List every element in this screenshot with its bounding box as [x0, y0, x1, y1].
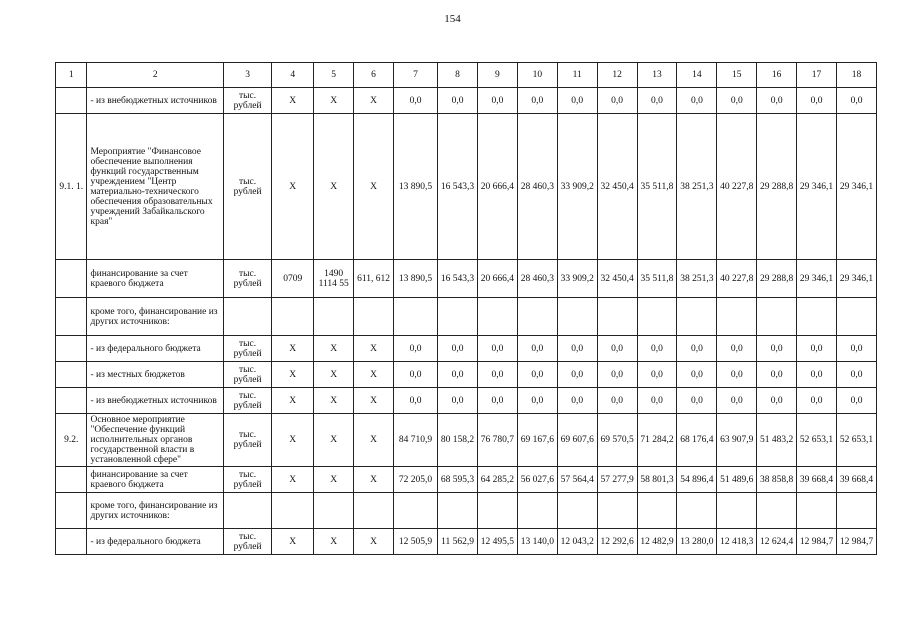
table-row — [56, 298, 877, 336]
column-number: 2 — [87, 63, 223, 88]
value-cell: 0,0 — [717, 362, 757, 388]
value-cell: 0,0 — [837, 388, 877, 414]
value-cell: 0,0 — [394, 336, 438, 362]
value-cell: 0,0 — [517, 336, 557, 362]
column-number: 13 — [637, 63, 677, 88]
item-name-cell: финансирование за счет краевого бюджета — [87, 260, 223, 298]
unit-cell: тыс. рублей — [223, 529, 271, 555]
value-cell: 54 896,4 — [677, 467, 717, 493]
item-name-cell: кроме того, финансирование из других источников: — [87, 493, 223, 529]
value-cell: 0,0 — [597, 388, 637, 414]
target-code-cell: Х — [314, 336, 354, 362]
value-cell: 0,0 — [394, 362, 438, 388]
expense-type-cell — [354, 298, 394, 336]
value-cell: 32 450,4 — [597, 260, 637, 298]
section-code-cell: Х — [272, 529, 314, 555]
value-cell: 56 027,6 — [517, 467, 557, 493]
value-cell: 0,0 — [557, 88, 597, 114]
target-code-cell: Х — [314, 88, 354, 114]
value-cell: 0,0 — [797, 362, 837, 388]
value-cell: 58 801,3 — [637, 467, 677, 493]
item-number-cell — [56, 298, 87, 336]
table-row — [56, 88, 877, 114]
value-cell: 39 668,4 — [837, 467, 877, 493]
value-cell: 0,0 — [757, 336, 797, 362]
value-cell: 68 176,4 — [677, 414, 717, 467]
value-cell: 0,0 — [637, 88, 677, 114]
value-cell: 29 346,1 — [837, 260, 877, 298]
column-number: 4 — [272, 63, 314, 88]
value-cell: 0,0 — [797, 388, 837, 414]
value-cell — [557, 298, 597, 336]
item-name-cell: - из федерального бюджета — [87, 336, 223, 362]
value-cell: 57 277,9 — [597, 467, 637, 493]
value-cell — [557, 493, 597, 529]
value-cell: 0,0 — [637, 336, 677, 362]
value-cell: 12 505,9 — [394, 529, 438, 555]
value-cell: 0,0 — [677, 336, 717, 362]
value-cell: 0,0 — [757, 388, 797, 414]
section-code-cell — [272, 298, 314, 336]
value-cell: 40 227,8 — [717, 260, 757, 298]
value-cell — [837, 298, 877, 336]
value-cell — [677, 298, 717, 336]
item-number-cell — [56, 493, 87, 529]
value-cell: 0,0 — [757, 362, 797, 388]
unit-cell: тыс. рублей — [223, 336, 271, 362]
section-code-cell: Х — [272, 88, 314, 114]
value-cell: 64 285,2 — [477, 467, 517, 493]
column-number: 1 — [56, 63, 87, 88]
value-cell — [797, 298, 837, 336]
target-code-cell: Х — [314, 529, 354, 555]
value-cell: 0,0 — [717, 88, 757, 114]
target-code-cell: Х — [314, 388, 354, 414]
value-cell: 52 653,1 — [837, 414, 877, 467]
table-row — [56, 260, 877, 298]
value-cell — [797, 493, 837, 529]
value-cell: 0,0 — [477, 88, 517, 114]
value-cell: 0,0 — [637, 388, 677, 414]
value-cell: 0,0 — [517, 88, 557, 114]
value-cell: 0,0 — [637, 362, 677, 388]
target-code-cell — [314, 298, 354, 336]
section-code-cell: Х — [272, 388, 314, 414]
section-code-cell — [272, 493, 314, 529]
unit-cell: тыс. рублей — [223, 114, 271, 260]
item-name-cell: Основное мероприятие "Обеспечение функций исполнительных органов государственной власти в установленной сфере" — [87, 414, 223, 467]
item-name-cell: - из федерального бюджета — [87, 529, 223, 555]
value-cell: 0,0 — [717, 388, 757, 414]
value-cell: 51 489,6 — [717, 467, 757, 493]
value-cell: 0,0 — [517, 388, 557, 414]
value-cell: 13 890,5 — [394, 260, 438, 298]
target-code-cell: Х — [314, 114, 354, 260]
value-cell: 76 780,7 — [477, 414, 517, 467]
column-number: 10 — [517, 63, 557, 88]
value-cell: 13 890,5 — [394, 114, 438, 260]
column-number: 11 — [557, 63, 597, 88]
section-code-cell: Х — [272, 362, 314, 388]
page-number: 154 — [444, 13, 461, 25]
unit-cell: тыс. рублей — [223, 467, 271, 493]
value-cell: 13 280,0 — [677, 529, 717, 555]
unit-cell: тыс. рублей — [223, 88, 271, 114]
expense-type-cell: Х — [354, 336, 394, 362]
value-cell: 0,0 — [837, 336, 877, 362]
value-cell: 38 251,3 — [677, 260, 717, 298]
target-code-cell: Х — [314, 467, 354, 493]
value-cell: 68 595,3 — [438, 467, 478, 493]
table-row — [56, 493, 877, 529]
value-cell: 35 511,8 — [637, 114, 677, 260]
value-cell: 0,0 — [517, 362, 557, 388]
column-number: 14 — [677, 63, 717, 88]
value-cell: 0,0 — [438, 336, 478, 362]
value-cell — [597, 493, 637, 529]
value-cell: 0,0 — [394, 388, 438, 414]
value-cell: 52 653,1 — [797, 414, 837, 467]
section-code-cell: Х — [272, 414, 314, 467]
value-cell: 57 564,4 — [557, 467, 597, 493]
item-number-cell: 9.1. 1. — [56, 114, 87, 260]
expense-type-cell: Х — [354, 414, 394, 467]
item-number-cell — [56, 388, 87, 414]
value-cell: 13 140,0 — [517, 529, 557, 555]
value-cell — [637, 493, 677, 529]
column-number: 18 — [837, 63, 877, 88]
item-number-cell: 9.2. — [56, 414, 87, 467]
value-cell: 69 167,6 — [517, 414, 557, 467]
table-row — [56, 114, 877, 260]
expense-type-cell — [354, 493, 394, 529]
value-cell: 38 858,8 — [757, 467, 797, 493]
item-name-cell: Мероприятие "Финансовое обеспечение выполнения функций государственным учреждением "Центр материально-технического обеспечения образовательных учреждений Забайкальского края" — [87, 114, 223, 260]
value-cell: 29 288,8 — [757, 114, 797, 260]
value-cell — [477, 298, 517, 336]
item-name-cell: кроме того, финансирование из других источников: — [87, 298, 223, 336]
section-code-cell: 0709 — [272, 260, 314, 298]
section-code-cell: Х — [272, 336, 314, 362]
column-number: 3 — [223, 63, 271, 88]
target-code-cell: Х — [314, 362, 354, 388]
value-cell: 0,0 — [757, 88, 797, 114]
unit-cell — [223, 493, 271, 529]
unit-cell: тыс. рублей — [223, 388, 271, 414]
value-cell: 12 292,6 — [597, 529, 637, 555]
value-cell — [597, 298, 637, 336]
column-number: 7 — [394, 63, 438, 88]
item-name-cell: - из местных бюджетов — [87, 362, 223, 388]
expense-type-cell: Х — [354, 529, 394, 555]
value-cell: 35 511,8 — [637, 260, 677, 298]
value-cell: 0,0 — [438, 362, 478, 388]
value-cell: 20 666,4 — [477, 260, 517, 298]
value-cell: 0,0 — [438, 88, 478, 114]
value-cell: 28 460,3 — [517, 114, 557, 260]
expense-type-cell: Х — [354, 388, 394, 414]
value-cell — [757, 493, 797, 529]
value-cell: 0,0 — [597, 88, 637, 114]
value-cell: 39 668,4 — [797, 467, 837, 493]
value-cell — [517, 298, 557, 336]
value-cell: 12 418,3 — [717, 529, 757, 555]
item-name-cell: - из внебюджетных источников — [87, 88, 223, 114]
value-cell — [394, 493, 438, 529]
value-cell: 12 624,4 — [757, 529, 797, 555]
value-cell: 11 562,9 — [438, 529, 478, 555]
value-cell — [757, 298, 797, 336]
column-number: 9 — [477, 63, 517, 88]
value-cell — [438, 493, 478, 529]
value-cell: 12 495,5 — [477, 529, 517, 555]
value-cell — [477, 493, 517, 529]
value-cell: 0,0 — [677, 362, 717, 388]
value-cell: 0,0 — [677, 88, 717, 114]
item-number-cell — [56, 260, 87, 298]
value-cell: 72 205,0 — [394, 467, 438, 493]
column-number: 6 — [354, 63, 394, 88]
value-cell: 0,0 — [557, 388, 597, 414]
target-code-cell — [314, 493, 354, 529]
section-code-cell: Х — [272, 114, 314, 260]
expense-type-cell: Х — [354, 114, 394, 260]
item-number-cell — [56, 467, 87, 493]
table-row — [56, 336, 877, 362]
table-row — [56, 362, 877, 388]
value-cell: 63 907,9 — [717, 414, 757, 467]
value-cell: 38 251,3 — [677, 114, 717, 260]
expense-type-cell: Х — [354, 88, 394, 114]
column-number: 8 — [438, 63, 478, 88]
value-cell: 0,0 — [477, 362, 517, 388]
table-row — [56, 388, 877, 414]
value-cell: 29 346,1 — [837, 114, 877, 260]
value-cell: 0,0 — [837, 362, 877, 388]
column-number-row — [56, 63, 877, 88]
value-cell — [637, 298, 677, 336]
value-cell: 0,0 — [597, 336, 637, 362]
table-row — [56, 414, 877, 467]
value-cell: 69 607,6 — [557, 414, 597, 467]
value-cell: 12 043,2 — [557, 529, 597, 555]
value-cell: 16 543,3 — [438, 260, 478, 298]
value-cell: 0,0 — [797, 88, 837, 114]
value-cell: 0,0 — [797, 336, 837, 362]
value-cell: 71 284,2 — [637, 414, 677, 467]
column-number: 15 — [717, 63, 757, 88]
value-cell — [394, 298, 438, 336]
value-cell: 0,0 — [677, 388, 717, 414]
value-cell: 20 666,4 — [477, 114, 517, 260]
budget-table — [55, 62, 877, 555]
value-cell: 33 909,2 — [557, 114, 597, 260]
item-name-cell: - из внебюджетных источников — [87, 388, 223, 414]
value-cell — [717, 298, 757, 336]
table-row — [56, 467, 877, 493]
value-cell: 0,0 — [557, 336, 597, 362]
unit-cell: тыс. рублей — [223, 362, 271, 388]
table-row — [56, 529, 877, 555]
expense-type-cell: Х — [354, 467, 394, 493]
value-cell: 51 483,2 — [757, 414, 797, 467]
value-cell: 80 158,2 — [438, 414, 478, 467]
value-cell: 29 346,1 — [797, 114, 837, 260]
column-number: 12 — [597, 63, 637, 88]
value-cell: 12 984,7 — [837, 529, 877, 555]
value-cell — [517, 493, 557, 529]
value-cell — [438, 298, 478, 336]
value-cell: 0,0 — [837, 88, 877, 114]
target-code-cell: Х — [314, 414, 354, 467]
value-cell — [717, 493, 757, 529]
value-cell: 0,0 — [477, 388, 517, 414]
unit-cell — [223, 298, 271, 336]
target-code-cell: 1490 1114 55 — [314, 260, 354, 298]
item-number-cell — [56, 336, 87, 362]
value-cell: 32 450,4 — [597, 114, 637, 260]
value-cell: 40 227,8 — [717, 114, 757, 260]
value-cell: 0,0 — [597, 362, 637, 388]
value-cell: 84 710,9 — [394, 414, 438, 467]
expense-type-cell: 611, 612 — [354, 260, 394, 298]
value-cell: 12 984,7 — [797, 529, 837, 555]
value-cell: 0,0 — [717, 336, 757, 362]
value-cell: 0,0 — [438, 388, 478, 414]
unit-cell: тыс. рублей — [223, 260, 271, 298]
item-number-cell — [56, 362, 87, 388]
value-cell: 0,0 — [557, 362, 597, 388]
value-cell: 29 346,1 — [797, 260, 837, 298]
value-cell: 16 543,3 — [438, 114, 478, 260]
column-number: 17 — [797, 63, 837, 88]
value-cell: 29 288,8 — [757, 260, 797, 298]
value-cell — [837, 493, 877, 529]
unit-cell: тыс. рублей — [223, 414, 271, 467]
item-number-cell — [56, 529, 87, 555]
item-number-cell — [56, 88, 87, 114]
item-name-cell: финансирование за счет краевого бюджета — [87, 467, 223, 493]
expense-type-cell: Х — [354, 362, 394, 388]
value-cell: 33 909,2 — [557, 260, 597, 298]
value-cell: 69 570,5 — [597, 414, 637, 467]
value-cell: 28 460,3 — [517, 260, 557, 298]
value-cell: 0,0 — [477, 336, 517, 362]
section-code-cell: Х — [272, 467, 314, 493]
value-cell: 12 482,9 — [637, 529, 677, 555]
value-cell: 0,0 — [394, 88, 438, 114]
value-cell — [677, 493, 717, 529]
column-number: 16 — [757, 63, 797, 88]
column-number: 5 — [314, 63, 354, 88]
